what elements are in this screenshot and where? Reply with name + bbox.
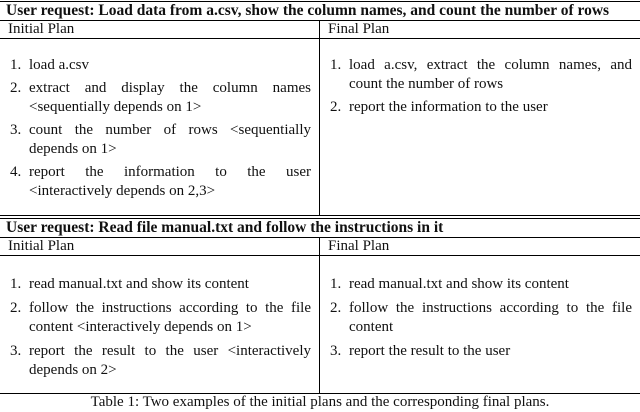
step-text: read manual.txt and show its content [349,276,569,292]
step-number: 1. [10,276,22,292]
step-number: 2. [10,80,22,96]
step-text: load a.csv [29,57,89,73]
step-text: report the result to the user <interactively depends on 2> [29,343,311,378]
step-number: 3. [10,343,22,359]
plan-step [0,163,319,201]
final-plan-header-2: Final Plan [320,238,640,256]
plan-step [320,299,640,337]
final-plan-steps-2 [320,256,640,361]
initial-plan-header-1: Initial Plan [0,21,319,39]
step-text: report the result to the user [349,343,511,359]
step-number: 2. [330,99,342,115]
initial-plan-column-2 [0,238,320,393]
plan-step [320,342,640,361]
step-number: 2. [10,300,22,316]
step-text: read manual.txt and show its content [29,276,249,292]
final-plan-column-2 [320,238,640,393]
plan-step [320,98,640,117]
plan-columns-2 [0,238,640,393]
initial-plan-column-1 [0,21,320,215]
plan-columns-1 [0,21,640,215]
step-number: 3. [10,122,22,138]
initial-plan-steps-2 [0,256,319,380]
plan-step [320,56,640,94]
plan-step [0,299,319,337]
step-text: extract and display the column names <sequentially depends on 1> [29,80,311,115]
user-request-1: User request: Load data from a.csv, show the column names, and count the number of rows [0,2,640,21]
final-plan-column-1 [320,21,640,215]
step-text: report the information to the user <interactively depends on 2,3> [29,164,311,199]
step-number: 1. [330,57,342,73]
step-text: follow the instructions according to the file content <interactively depends on 1> [29,300,311,335]
plan-table-2 [0,218,640,394]
user-request-2: User request: Read file manual.txt and follow the instructions in it [0,219,640,238]
plan-step [0,79,319,117]
step-text: load a.csv, extract the column names, and count the number of rows [349,57,632,92]
step-text: count the number of rows <sequentially depends on 1> [29,122,311,157]
table-caption: Table 1: Two examples of the initial plans and the corresponding final plans. [90,394,550,410]
plan-step [0,342,319,380]
step-number: 1. [330,276,342,292]
initial-plan-steps-1 [0,39,319,201]
step-number: 4. [10,164,22,180]
step-text: follow the instructions according to the file content [349,300,632,335]
final-plan-steps-1 [320,39,640,117]
initial-plan-header-2: Initial Plan [0,238,319,256]
step-number: 2. [330,300,342,316]
plan-step [0,121,319,159]
plan-step [320,275,640,294]
step-number: 1. [10,57,22,73]
plan-table-1 [0,1,640,216]
plan-step [0,275,319,294]
final-plan-header-1: Final Plan [320,21,640,39]
step-text: report the information to the user [349,99,548,115]
plan-step [0,56,319,75]
step-number: 3. [330,343,342,359]
